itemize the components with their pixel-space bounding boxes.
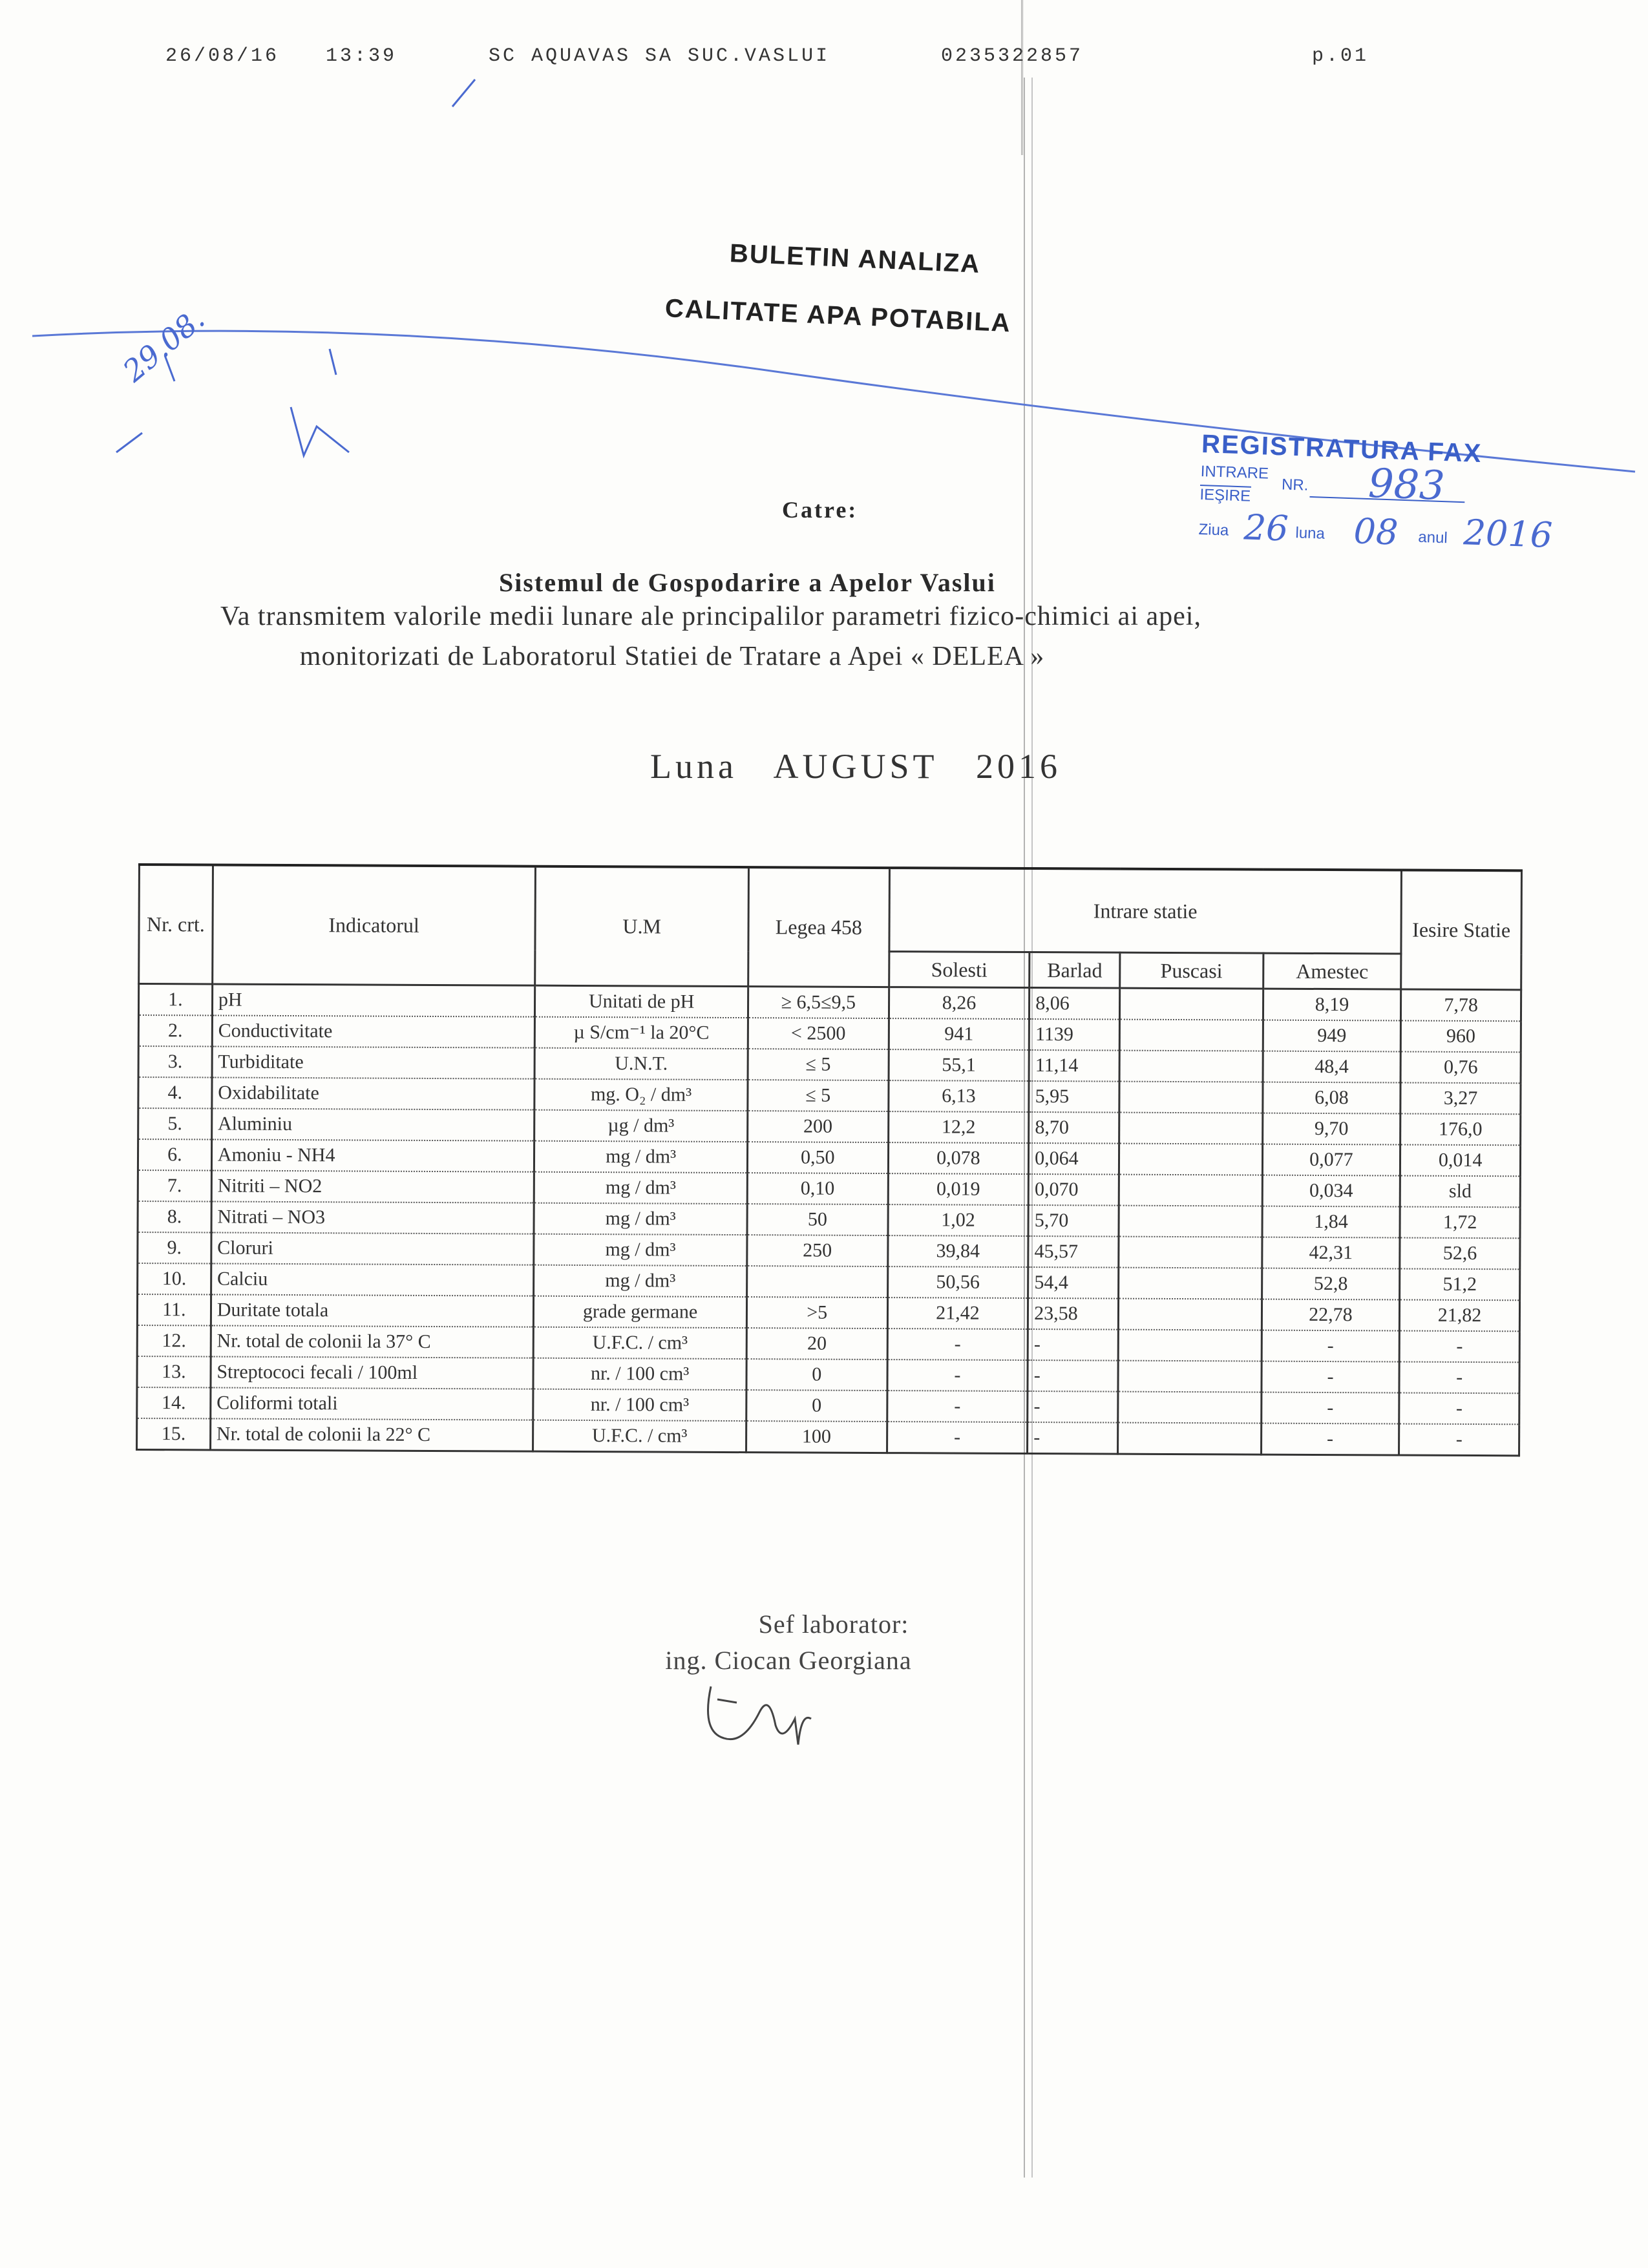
cell-solesti: - [887, 1328, 1028, 1360]
table-row [137, 1418, 1519, 1456]
cell-amestec: - [1262, 1361, 1400, 1393]
cell-barlad: - [1028, 1360, 1118, 1392]
cell-um: µg / dm³ [534, 1110, 748, 1142]
cell-nr: 12. [137, 1325, 211, 1356]
cell-puscasi [1118, 1392, 1262, 1423]
cell-lege: 0 [746, 1359, 887, 1391]
cell-amestec: 0,034 [1262, 1175, 1400, 1207]
cell-indicator: Nitriti – NO2 [211, 1170, 534, 1202]
pen-mark [446, 74, 485, 113]
cell-lege: 0,50 [747, 1142, 888, 1173]
cell-solesti: 6,13 [888, 1080, 1029, 1112]
cell-um: nr. / 100 cm³ [533, 1358, 746, 1390]
cell-amestec: - [1261, 1423, 1399, 1455]
cell-barlad: 45,57 [1028, 1236, 1119, 1268]
fax-page: p.01 [1312, 45, 1369, 67]
stamp-nr-value: 983 [1368, 459, 1446, 510]
cell-solesti: 55,1 [889, 1049, 1030, 1081]
cell-um: U.F.C. / cm³ [533, 1420, 746, 1453]
cell-nr: 13. [137, 1356, 211, 1387]
cell-amestec: 1,84 [1262, 1206, 1400, 1238]
cell-nr: 2. [138, 1015, 212, 1046]
cell-amestec: 9,70 [1262, 1113, 1400, 1145]
cell-barlad: - [1028, 1329, 1118, 1361]
col-header-nr: Nr. crt. [139, 865, 213, 984]
col-header-solesti: Solesti [889, 952, 1030, 988]
cell-nr: 14. [137, 1387, 211, 1418]
cell-amestec: 0,077 [1262, 1144, 1400, 1176]
cell-nr: 9. [138, 1232, 211, 1263]
cell-um: mg. O₂ / dm³ [534, 1079, 748, 1111]
cell-puscasi [1118, 1299, 1262, 1330]
cell-iesire: - [1399, 1393, 1519, 1425]
cell-nr: 8. [138, 1201, 211, 1232]
cell-puscasi [1118, 1330, 1262, 1361]
stamp-intrare: INTRARE [1200, 462, 1269, 483]
stamp-anul-label: anul [1417, 528, 1448, 547]
cell-lege: 0,10 [747, 1173, 888, 1204]
cell-nr: 1. [138, 984, 212, 1016]
cell-amestec: - [1261, 1392, 1399, 1424]
cell-lege: 250 [747, 1235, 888, 1266]
cell-solesti: 8,26 [889, 987, 1030, 1019]
stamp-title: REGISTRATURA FAX [1201, 430, 1483, 468]
cell-iesire: 52,6 [1400, 1238, 1520, 1270]
fax-date: 26/08/16 [165, 45, 280, 67]
cell-iesire: 51,2 [1400, 1269, 1520, 1301]
cell-solesti: - [887, 1391, 1028, 1422]
cell-nr: 10. [138, 1263, 211, 1294]
cell-lege: ≤ 5 [748, 1049, 889, 1080]
col-header-um: U.M [535, 866, 748, 987]
cell-um: nr. / 100 cm³ [533, 1389, 746, 1421]
cell-iesire: - [1399, 1424, 1519, 1456]
cell-um: U.F.C. / cm³ [533, 1327, 746, 1359]
cell-barlad: 0,070 [1028, 1174, 1119, 1206]
cell-iesire: 0,76 [1400, 1052, 1521, 1084]
cell-nr: 3. [138, 1046, 212, 1077]
cell-nr: 11. [137, 1294, 211, 1325]
cell-iesire: - [1399, 1362, 1519, 1394]
cell-solesti: - [887, 1360, 1028, 1391]
stamp-ziua-label: Ziua [1198, 520, 1229, 540]
handwritten-date: 29.08. [116, 300, 211, 389]
cell-indicator: Nitrati – NO3 [211, 1201, 534, 1234]
col-header-amestec: Amestec [1263, 953, 1401, 989]
signature-name: ing. Ciocan Georgiana [665, 1646, 912, 1675]
cell-um: mg / dm³ [534, 1141, 748, 1173]
cell-puscasi [1119, 1268, 1262, 1299]
cell-indicator: pH [212, 984, 535, 1017]
cell-barlad: - [1028, 1391, 1118, 1423]
cell-indicator: Nr. total de colonii la 37° C [211, 1325, 534, 1358]
handwritten-marks [103, 336, 375, 465]
title-line-2: CALITATE APA POTABILA [664, 294, 1012, 338]
cell-um: mg / dm³ [534, 1265, 747, 1297]
cell-puscasi [1119, 1020, 1263, 1051]
body-line-2: monitorizati de Laboratorul Statiei de Tratare a Apei « DELEA » [299, 642, 1045, 671]
cell-iesire: 3,27 [1400, 1083, 1521, 1115]
cell-puscasi [1119, 1175, 1262, 1206]
cell-amestec: 48,4 [1263, 1051, 1401, 1083]
fax-sender: SC AQUAVAS SA SUC.VASLUI [489, 45, 830, 67]
cell-nr: 6. [138, 1139, 211, 1170]
cell-solesti: 1,02 [888, 1204, 1029, 1236]
cell-amestec: 42,31 [1262, 1237, 1400, 1269]
cell-lege: ≤ 5 [748, 1080, 889, 1111]
cell-iesire: 21,82 [1400, 1300, 1520, 1332]
cell-amestec: 52,8 [1262, 1268, 1400, 1300]
stamp-anul-value: 2016 [1463, 512, 1554, 556]
cell-um: grade germane [534, 1296, 747, 1328]
cell-puscasi [1119, 1206, 1262, 1237]
col-header-lege: Legea 458 [748, 867, 890, 987]
cell-barlad: 0,064 [1029, 1143, 1119, 1175]
signature-role: Sef laborator: [758, 1610, 909, 1639]
cell-puscasi [1119, 1051, 1263, 1082]
cell-solesti: - [887, 1422, 1028, 1453]
cell-nr: 15. [137, 1418, 211, 1450]
cell-indicator: Coliformi totali [211, 1387, 534, 1420]
cell-amestec: 6,08 [1262, 1082, 1400, 1114]
cell-iesire: 0,014 [1400, 1145, 1521, 1177]
col-header-indicator: Indicatorul [212, 865, 535, 986]
period-year: 2016 [976, 747, 1061, 786]
cell-amestec: 8,19 [1263, 989, 1401, 1020]
cell-solesti: 39,84 [887, 1235, 1028, 1267]
cell-lege [747, 1266, 888, 1297]
cell-lege: 0 [746, 1390, 887, 1422]
cell-barlad: 8,06 [1030, 988, 1120, 1020]
cell-iesire: 960 [1401, 1021, 1521, 1053]
cell-barlad: 5,95 [1029, 1081, 1119, 1113]
cell-puscasi [1119, 1113, 1263, 1144]
title-line-1: BULETIN ANALIZA [729, 239, 982, 278]
cell-barlad: 54,4 [1028, 1267, 1119, 1299]
cell-nr: 4. [138, 1077, 212, 1108]
cell-indicator: Cloruri [211, 1232, 534, 1265]
period [650, 746, 1061, 786]
stamp-ziua-value: 26 [1243, 507, 1289, 549]
col-header-iesire: Iesire Statie [1401, 870, 1522, 990]
cell-puscasi [1119, 988, 1263, 1020]
stamp-luna-value: 08 [1353, 510, 1399, 553]
cell-nr: 7. [138, 1170, 211, 1201]
cell-um: µ S/cm⁻¹ la 20°C [535, 1017, 748, 1049]
fax-fold-line-top [1021, 0, 1023, 155]
cell-amestec: - [1262, 1330, 1400, 1362]
registratura-stamp [1198, 430, 1602, 570]
cell-lege: < 2500 [748, 1018, 889, 1049]
cell-um: U.N.T. [534, 1048, 748, 1080]
cell-amestec: 949 [1263, 1020, 1401, 1052]
cell-barlad: 5,70 [1028, 1205, 1119, 1237]
cell-puscasi [1119, 1237, 1262, 1268]
cell-solesti: 12,2 [888, 1111, 1029, 1143]
cell-barlad: - [1028, 1422, 1118, 1454]
cell-indicator: Conductivitate [212, 1016, 535, 1048]
cell-amestec: 22,78 [1262, 1299, 1400, 1331]
cell-indicator: Amoniu - NH4 [211, 1139, 534, 1171]
cell-indicator: Duritate totala [211, 1294, 534, 1327]
period-month: AUGUST [773, 747, 938, 786]
cell-barlad: 23,58 [1028, 1298, 1119, 1330]
cell-indicator: Aluminiu [211, 1108, 534, 1140]
cell-barlad: 8,70 [1029, 1112, 1119, 1144]
cell-iesire: sld [1400, 1176, 1520, 1208]
cell-indicator: Calciu [211, 1263, 534, 1296]
cell-solesti: 50,56 [887, 1266, 1028, 1298]
recipient: Sistemul de Gospodarire a Apelor Vaslui [499, 568, 996, 597]
cell-iesire: - [1399, 1331, 1519, 1363]
cell-lege: 100 [746, 1421, 887, 1453]
stamp-iesire: IEŞIRE [1199, 485, 1251, 505]
cell-iesire: 1,72 [1400, 1207, 1520, 1239]
col-header-intrare: Intrare statie [889, 868, 1402, 954]
cell-solesti: 0,019 [888, 1173, 1029, 1205]
col-header-barlad: Barlad [1030, 952, 1120, 989]
cell-solesti: 21,42 [887, 1297, 1028, 1329]
period-label: Luna [650, 747, 737, 786]
fax-phone: 0235322857 [941, 45, 1084, 67]
stamp-luna-label: luna [1295, 524, 1326, 543]
cell-puscasi [1119, 1144, 1262, 1175]
body-line-1: Va transmitem valorile medii lunare ale principalilor parametri fizico-chimici ai apei, [220, 602, 1201, 631]
col-header-puscasi: Puscasi [1120, 952, 1263, 989]
cell-um: mg / dm³ [534, 1234, 747, 1266]
cell-lege: >5 [746, 1297, 887, 1328]
catre-label: Catre: [782, 497, 858, 523]
results-table [136, 863, 1523, 1456]
cell-puscasi [1119, 1082, 1263, 1113]
cell-nr: 5. [138, 1108, 212, 1139]
cell-lege: ≥ 6,5≤9,5 [748, 987, 889, 1018]
cell-indicator: Turbiditate [212, 1047, 535, 1079]
cell-puscasi [1118, 1423, 1262, 1454]
cell-barlad: 11,14 [1029, 1050, 1119, 1082]
cell-um: mg / dm³ [534, 1172, 747, 1204]
cell-indicator: Nr. total de colonii la 22° C [210, 1418, 533, 1451]
cell-solesti: 941 [889, 1018, 1030, 1050]
cell-iesire: 176,0 [1400, 1114, 1521, 1146]
cell-barlad: 1139 [1029, 1019, 1119, 1051]
cell-puscasi [1118, 1361, 1262, 1392]
cell-iesire: 7,78 [1401, 989, 1521, 1021]
handwritten-signature [698, 1674, 827, 1758]
cell-um: Unitati de pH [535, 985, 748, 1018]
fax-time: 13:39 [326, 45, 397, 67]
cell-indicator: Oxidabilitate [212, 1077, 535, 1109]
cell-um: mg / dm³ [534, 1203, 747, 1235]
stamp-nr-label: NR. [1281, 476, 1309, 494]
cell-lege: 200 [748, 1111, 889, 1142]
cell-indicator: Streptococi fecali / 100ml [211, 1356, 534, 1389]
cell-lege: 20 [746, 1328, 887, 1360]
cell-lege: 50 [747, 1204, 888, 1235]
cell-solesti: 0,078 [888, 1142, 1029, 1174]
